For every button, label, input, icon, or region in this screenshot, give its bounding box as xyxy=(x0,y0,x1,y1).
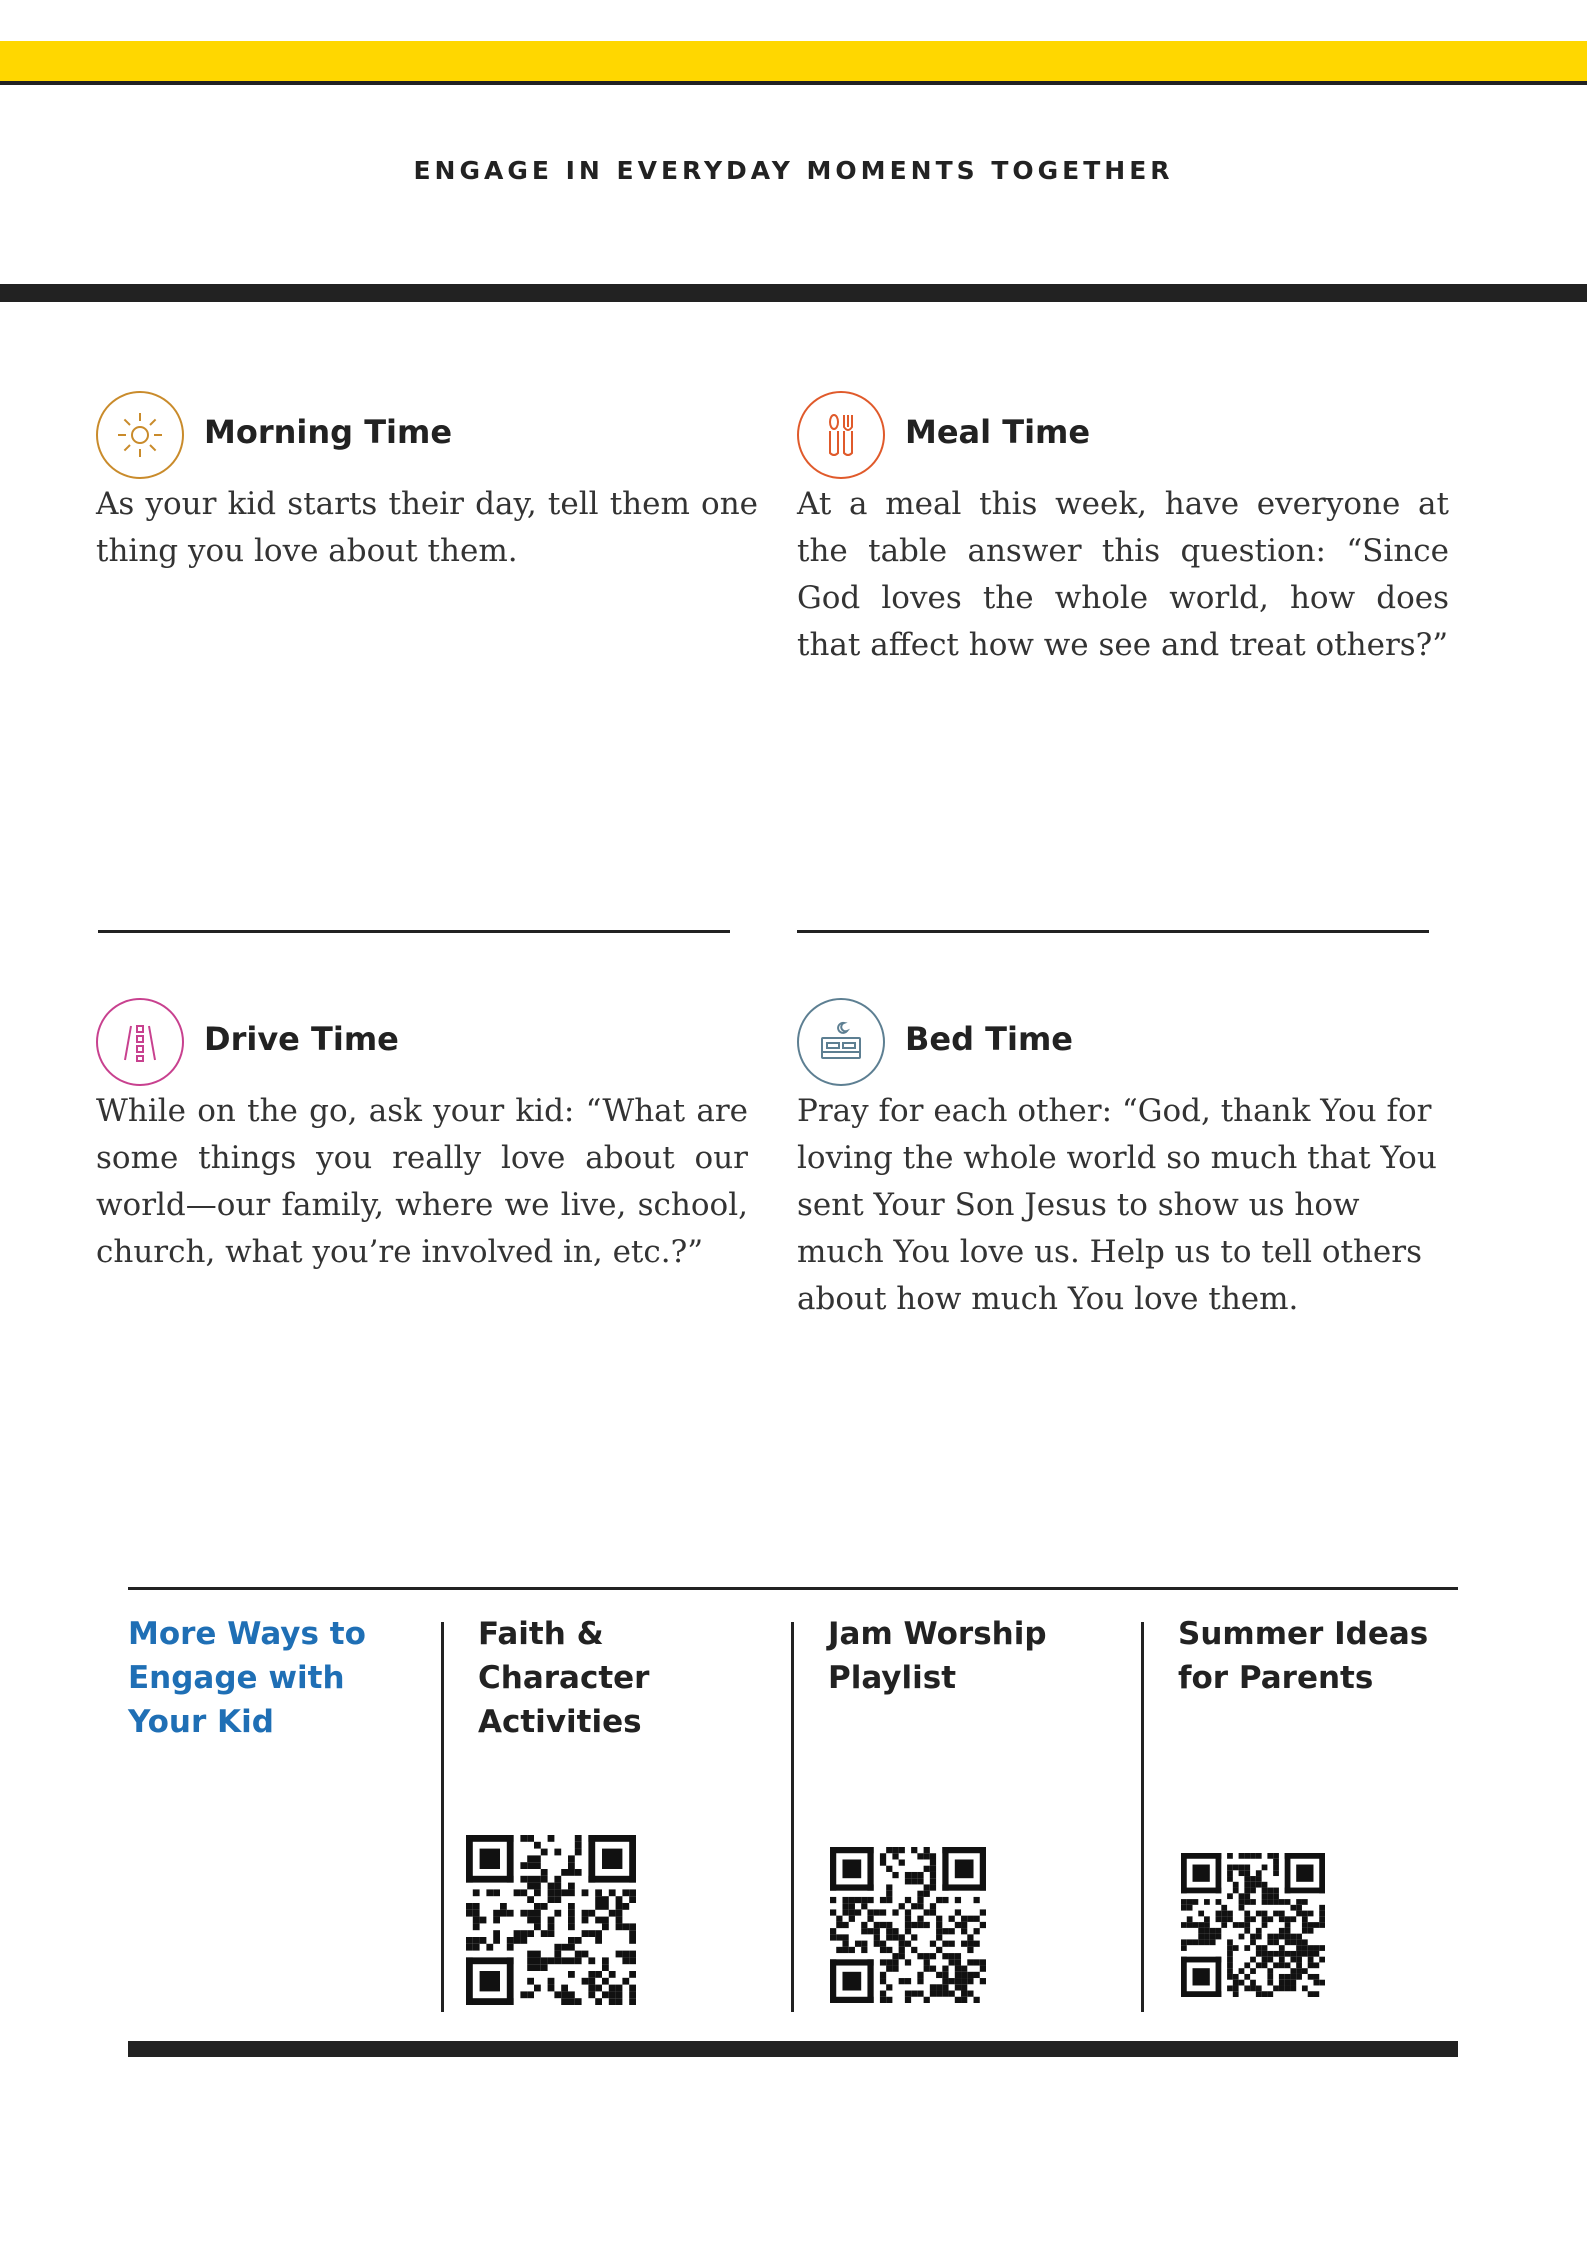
footer-intro xyxy=(128,1612,388,1744)
bed-icon xyxy=(797,998,885,1086)
footer-column-divider xyxy=(791,1622,794,2012)
section-bed-time xyxy=(797,998,1449,1323)
footer-top-rule xyxy=(128,1587,1458,1590)
resource-faith-character[interactable] xyxy=(478,1612,708,1744)
footer-column-divider xyxy=(441,1622,444,2012)
resource-jam-worship[interactable] xyxy=(828,1612,1068,1700)
qr-code-icon[interactable] xyxy=(466,1835,636,2005)
footer-bottom-rule xyxy=(128,2041,1458,2057)
page-title: ENGAGE IN EVERYDAY MOMENTS TOGETHER xyxy=(413,156,1174,185)
resource-title: Faith & Character Activities xyxy=(478,1616,650,1740)
section-body: At a meal this week, have everyone at the table answer this question: “Since God loves the whole world, how does that affect how we see and treat others?” xyxy=(797,486,1449,663)
resource-summer-ideas[interactable] xyxy=(1178,1612,1448,1700)
section-title: Meal Time xyxy=(905,413,1091,451)
qr-code-icon[interactable] xyxy=(1181,1853,1325,1997)
section-title: Morning Time xyxy=(204,413,453,451)
footer-column-divider xyxy=(1141,1622,1144,2012)
section-drive-time xyxy=(96,998,748,1276)
header-divider xyxy=(0,284,1587,302)
top-accent-rule xyxy=(0,81,1587,85)
utensils-icon xyxy=(797,391,885,479)
section-body: Pray for each other: “God, thank You for loving the whole world so much that You sent Your Son Jesus to show us how much You love us. Help us to tell others about how much You love them. xyxy=(797,1093,1437,1317)
section-body: While on the go, ask your kid: “What are some things you really love about our world—our family, where we live, school, church, what you’re involved in, etc.?” xyxy=(96,1093,748,1270)
road-icon xyxy=(96,998,184,1086)
section-title: Drive Time xyxy=(204,1020,399,1058)
section-morning-time xyxy=(96,391,758,575)
top-accent-band xyxy=(0,41,1587,83)
resource-title: Jam Worship Playlist xyxy=(828,1616,1047,1696)
section-meal-time xyxy=(797,391,1449,669)
section-divider-right xyxy=(797,930,1429,933)
section-title: Bed Time xyxy=(905,1020,1073,1058)
resource-title: Summer Ideas for Parents xyxy=(1178,1616,1429,1696)
section-body: As your kid starts their day, tell them one thing you love about them. xyxy=(96,486,758,569)
section-divider-left xyxy=(98,930,730,933)
sun-icon xyxy=(96,391,184,479)
footer-intro-text: More Ways to Engage with Your Kid xyxy=(128,1616,366,1740)
qr-code-icon[interactable] xyxy=(830,1847,986,2003)
